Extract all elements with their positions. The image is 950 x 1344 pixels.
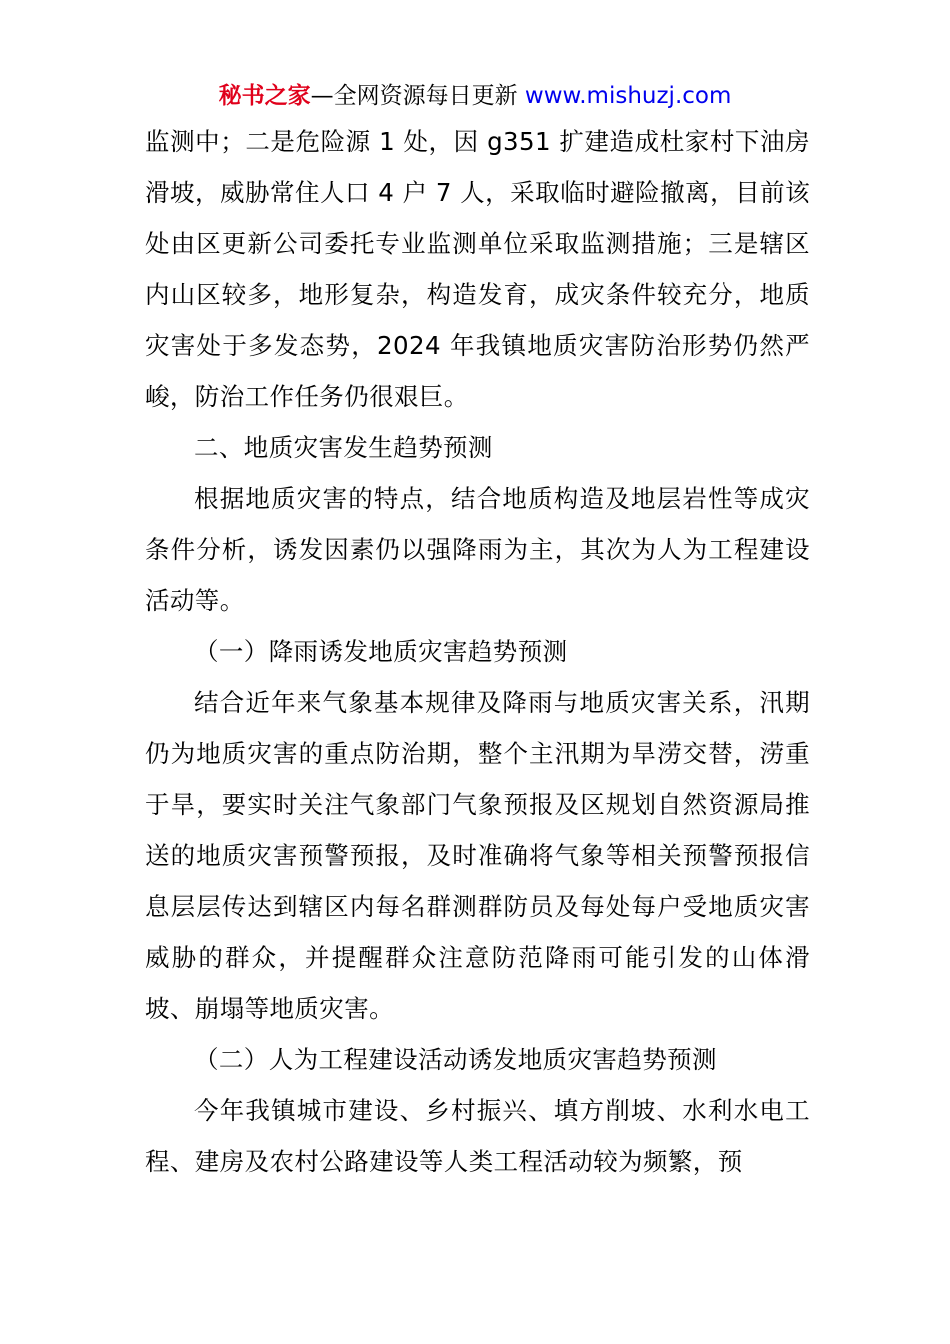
- section-heading-trend-forecast: 二、地质灾害发生趋势预测: [194, 433, 493, 462]
- brand-name: 秘书之家: [218, 83, 311, 109]
- site-link[interactable]: www.mishuzj.com: [524, 83, 732, 109]
- subsection-heading-engineering: （二）人为工程建设活动诱发地质灾害趋势预测: [194, 1045, 717, 1074]
- page-header: [0, 80, 950, 112]
- document-body: [145, 116, 810, 1187]
- paragraph-continuation: 监测中；二是危险源 1 处，因 g351 扩建造成杜家村下油房滑坡，威胁常住人口 4 户 7 人，采取临时避险撤离，目前该处由区更新公司委托专业监测单位采取监测措施；三是辖区内山区较多，地形复杂，构造发育，成灾条件较充分，地质灾害处于多发态势，2024 年我镇地质灾害防治形势仍然严峻，防治工作任务仍很艰巨。: [145, 127, 810, 411]
- subsection-heading-rainfall: （一）降雨诱发地质灾害趋势预测: [194, 637, 568, 666]
- paragraph-engineering: 今年我镇城市建设、乡村振兴、填方削坡、水利水电工程、建房及农村公路建设等人类工程活动较为频繁，预: [145, 1096, 810, 1176]
- paragraph-trend-intro: 根据地质灾害的特点，结合地质构造及地层岩性等成灾条件分析，诱发因素仍以强降雨为主，其次为人为工程建设活动等。: [145, 484, 810, 615]
- paragraph-rainfall: 结合近年来气象基本规律及降雨与地质灾害关系，汛期仍为地质灾害的重点防治期，整个主汛期为旱涝交替，涝重于旱，要实时关注气象部门气象预报及区规划自然资源局推送的地质灾害预警预报，及时准确将气象等相关预警预报信息层层传达到辖区内每名群测群防员及每处每户受地质灾害威胁的群众，并提醒群众注意防范降雨可能引发的山体滑坡、崩塌等地质灾害。: [145, 688, 810, 1023]
- header-tagline: —全网资源每日更新: [310, 83, 525, 109]
